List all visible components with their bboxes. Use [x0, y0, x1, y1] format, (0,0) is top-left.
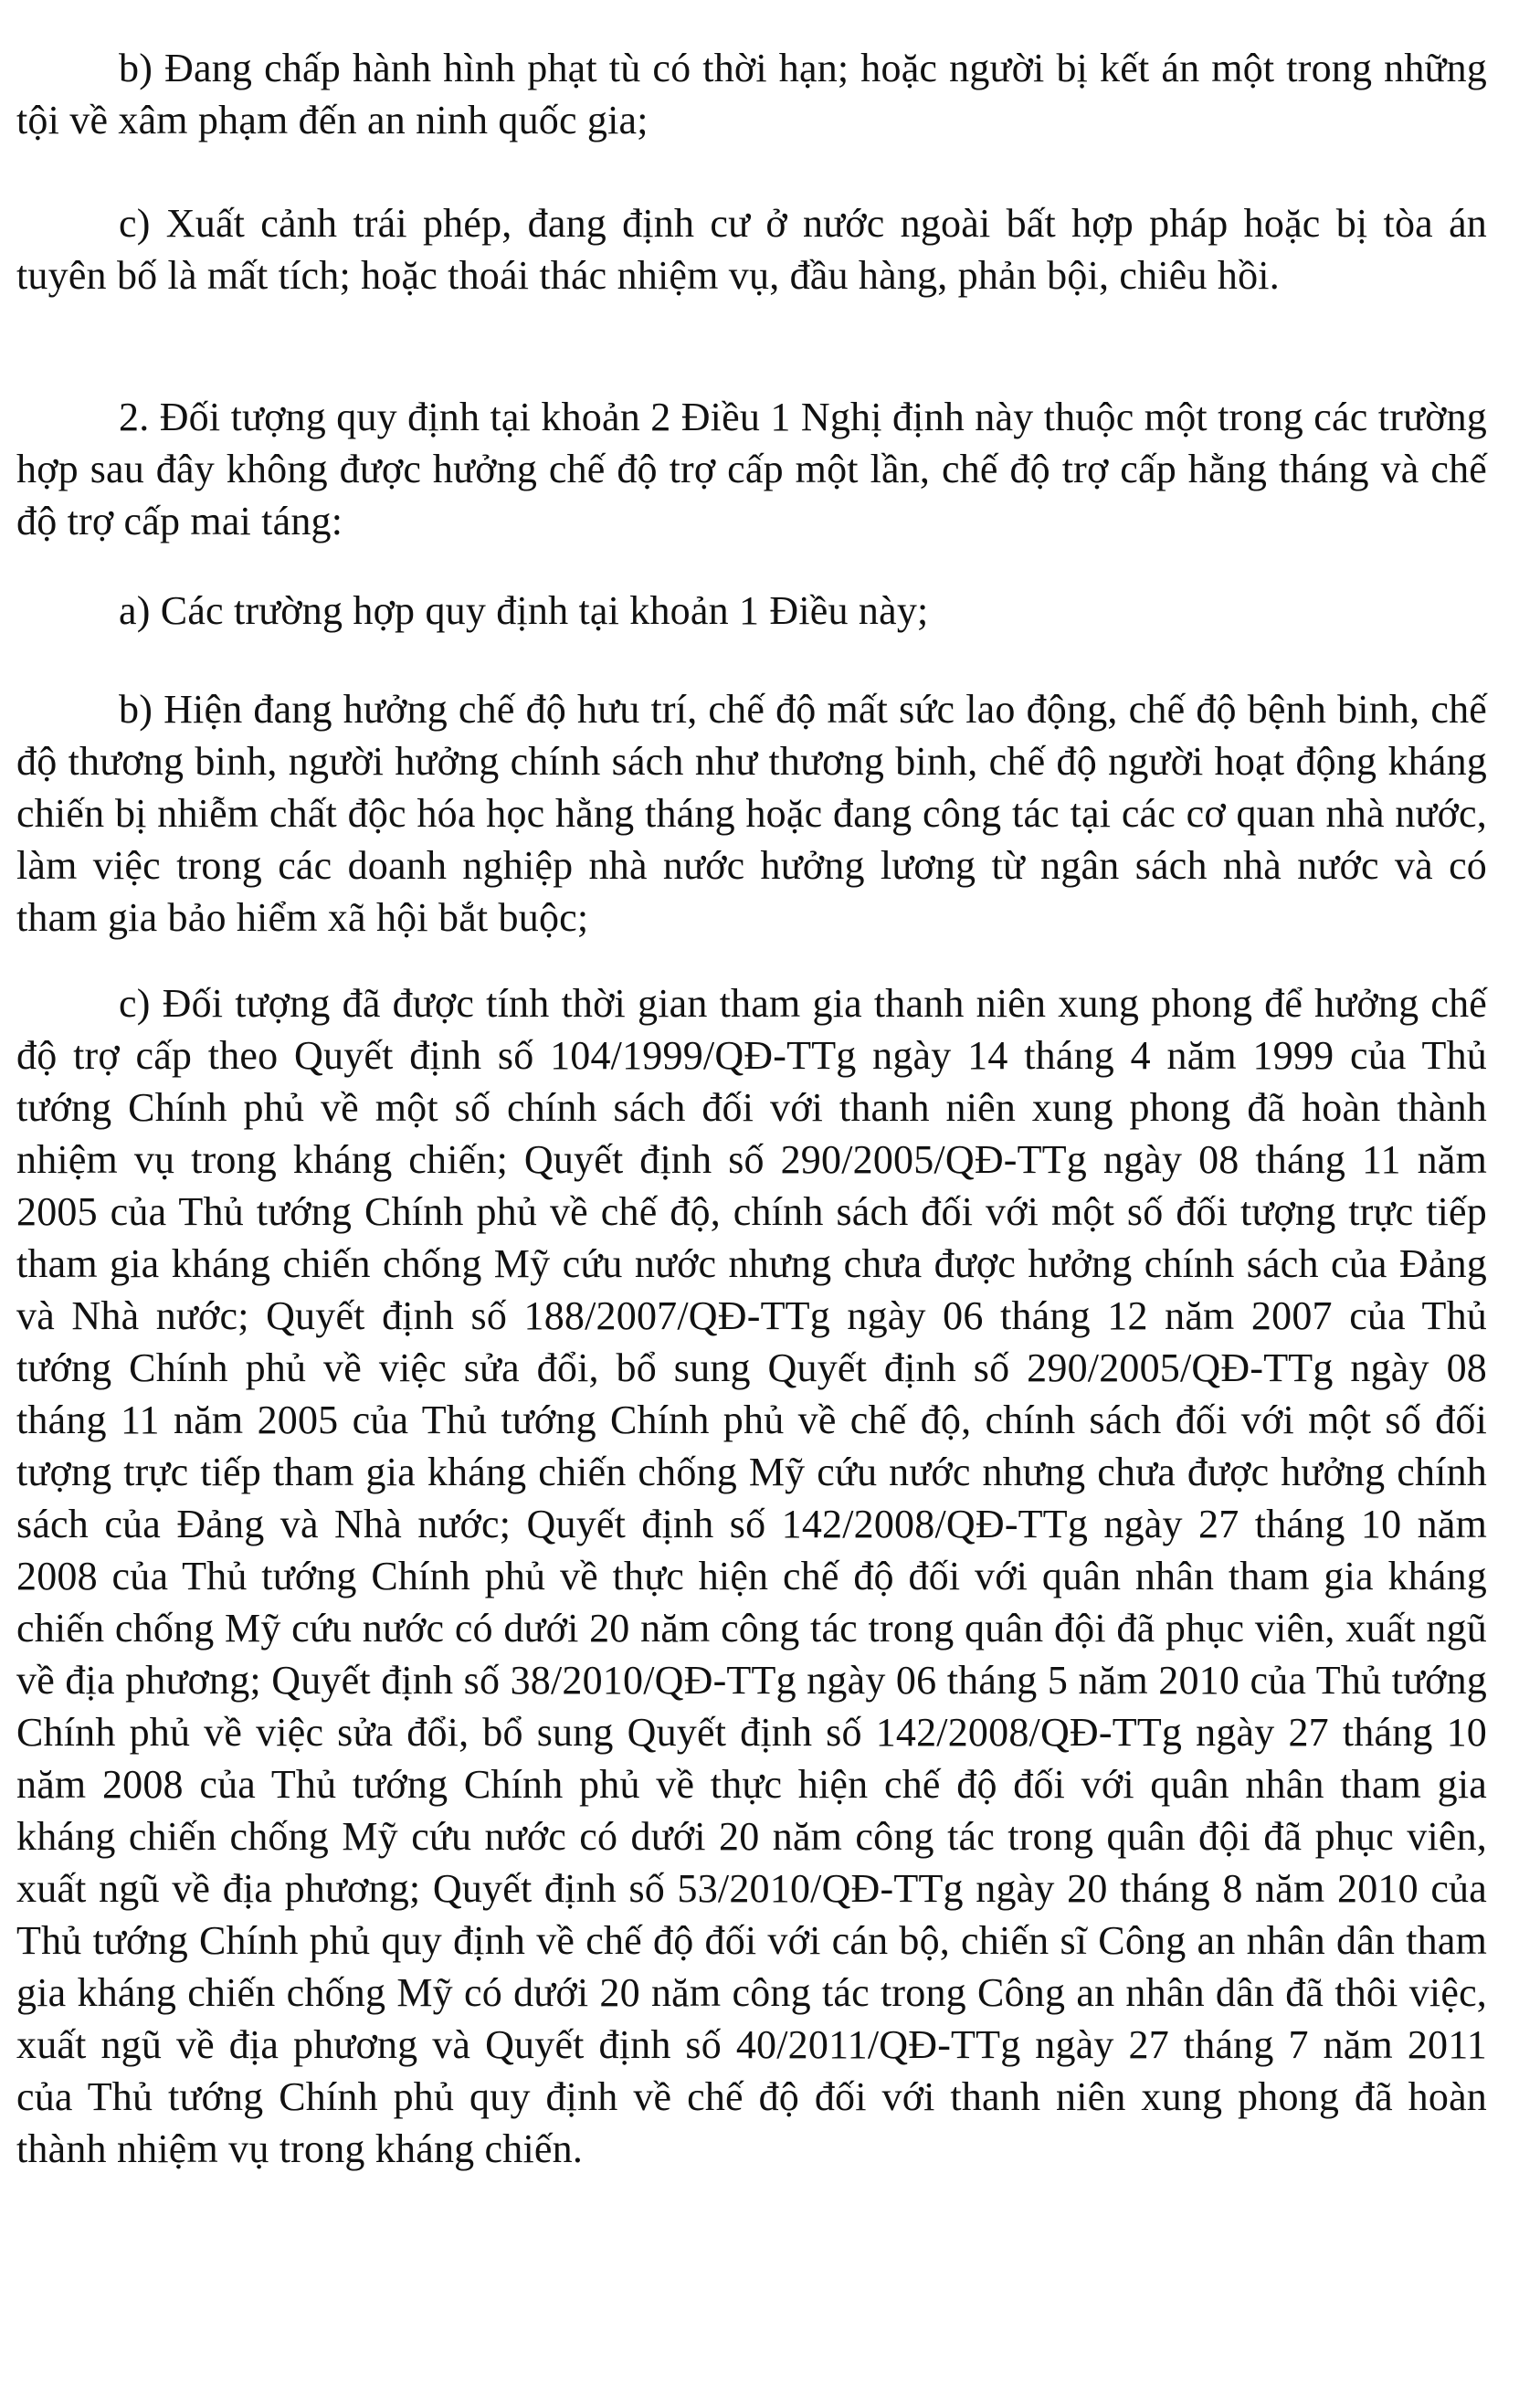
paragraph-a-cases: a) Các trường hợp quy định tại khoản 1 Điều này;: [119, 588, 929, 633]
paragraph-c-illegal-exit: c) Xuất cảnh trái phép, đang định cư ở nước ngoài bất hợp pháp hoặc bị tòa án tuyên bố là mất tích; hoặc thoái thác nhiệm vụ, đầu hàng, phản bội, chiêu hồi.: [16, 201, 1487, 298]
paragraph-b-current-benefits: b) Hiện đang hưởng chế độ hưu trí, chế độ mất sức lao động, chế độ bệnh binh, chế độ thương binh, người hưởng chính sách như thương binh, chế độ người hoạt động kháng chiến bị nhiễm chất độc hóa học hằng tháng hoặc đang công tác tại các cơ quan nhà nước, làm việc trong các doanh nghiệp nhà nước hưởng lương từ ngân sách nhà nước và có tham gia bảo hiểm xã hội bắt buộc;: [16, 687, 1487, 940]
paragraph-2-not-eligible: 2. Đối tượng quy định tại khoản 2 Điều 1 Nghị định này thuộc một trong các trường hợp sau đây không được hưởng chế độ trợ cấp một lần, chế độ trợ cấp hằng tháng và chế độ trợ cấp mai táng:: [16, 395, 1487, 543]
paragraph-c-prior-decisions: c) Đối tượng đã được tính thời gian tham gia thanh niên xung phong để hưởng chế độ trợ cấp theo Quyết định số 104/1999/QĐ-TTg ngày 14 tháng 4 năm 1999 của Thủ tướng Chính phủ về một số chính sách đối với thanh niên xung phong đã hoàn thành nhiệm vụ trong kháng chiến; Quyết định số 290/2005/QĐ-TTg ngày 08 tháng 11 năm 2005 của Thủ tướng Chính phủ về chế độ, chính sách đối với một số đối tượng trực tiếp tham gia kháng chiến chống Mỹ cứu nước nhưng chưa được hưởng chính sách của Đảng và Nhà nước; Quyết định số 188/2007/QĐ-TTg ngày 06 tháng 12 năm 2007 của Thủ tướng Chính phủ về việc sửa đổi, bổ sung Quyết định số 290/2005/QĐ-TTg ngày 08 tháng 11 năm 2005 của Thủ tướng Chính phủ về chế độ, chính sách đối với một số đối tượng trực tiếp tham gia kháng chiến chống Mỹ cứu nước nhưng chưa được hưởng chính sách của Đảng và Nhà nước; Quyết định số 142/2008/QĐ-TTg ngày 27 tháng 10 năm 2008 của Thủ tướng Chính phủ về thực hiện chế độ đối với quân nhân tham gia kháng chiến chống Mỹ cứu nước có dưới 20 năm công tác trong quân đội đã phục viên, xuất ngũ về địa phương; Quyết định số 38/2010/QĐ-TTg ngày 06 tháng 5 năm 2010 của Thủ tướng Chính phủ về việc sửa đổi, bổ sung Quyết định số 142/2008/QĐ-TTg ngày 27 tháng 10 năm 2008 của Thủ tướng Chính phủ về thực hiện chế độ đối với quân nhân tham gia kháng chiến chống Mỹ cứu nước có dưới 20 năm công tác trong quân đội đã phục viên, xuất ngũ về địa phương; Quyết định số 53/2010/QĐ-TTg ngày 20 tháng 8 năm 2010 của Thủ tướng Chính phủ quy định về chế độ đối với cán bộ, chiến sĩ Công an nhân dân tham gia kháng chiến chống Mỹ có dưới 20 năm công tác trong Công an nhân dân đã thôi việc, xuất ngũ về địa phương và Quyết định số 40/2011/QĐ-TTg ngày 27 tháng 7 năm 2011 của Thủ tướng Chính phủ quy định về chế độ đối với thanh niên xung phong đã hoàn thành nhiệm vụ trong kháng chiến.: [16, 981, 1487, 2171]
paragraph-b-prison-sentence: b) Đang chấp hành hình phạt tù có thời hạn; hoặc người bị kết án một trong những tội về xâm phạm đến an ninh quốc gia;: [16, 46, 1487, 142]
